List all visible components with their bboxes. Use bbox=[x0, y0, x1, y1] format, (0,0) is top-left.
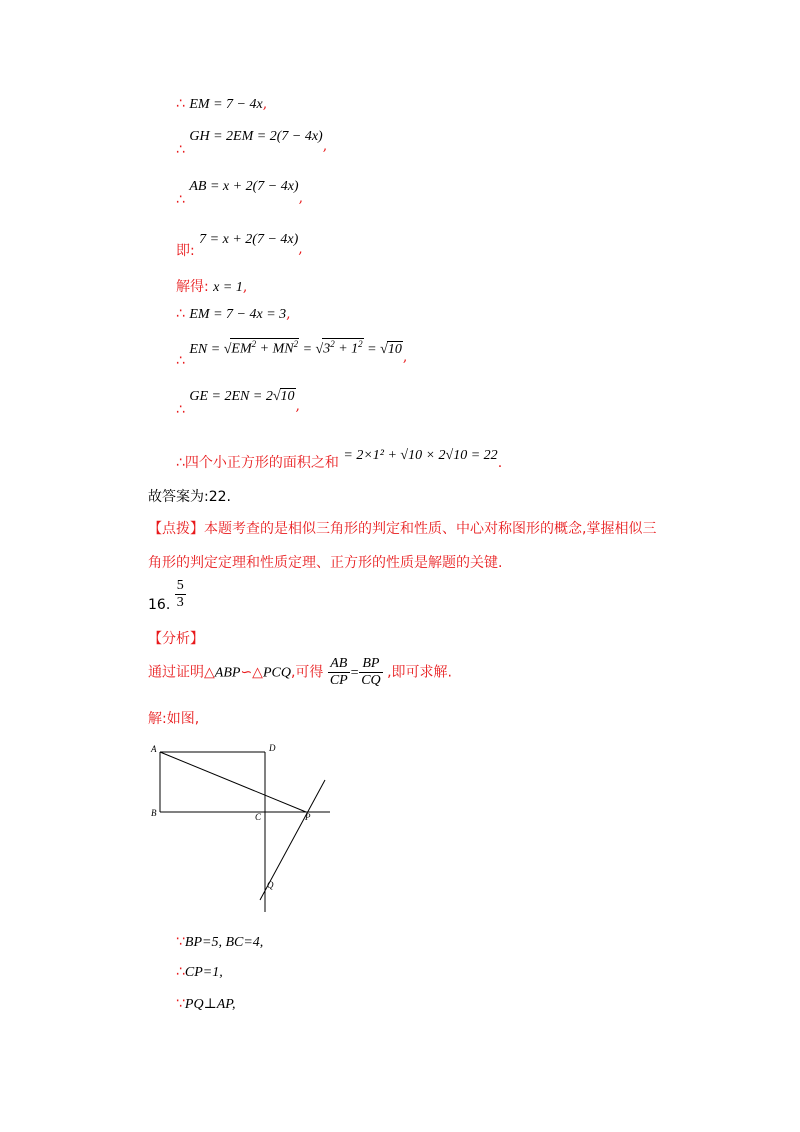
label-a: A bbox=[151, 744, 157, 754]
segment-ap bbox=[160, 752, 306, 812]
step-ab: ∴ AB = x + 2(7 − 4x), bbox=[176, 179, 304, 208]
step-en: ∴ EN = $√EM^2 + MN^2 = √3^2 + 1^2 = √10$, bbox=[176, 339, 408, 369]
step-em: ∴ EM = 7 − 4x, bbox=[176, 96, 268, 112]
area-sum-label: ∴四个小正方形的面积之和 bbox=[176, 455, 339, 471]
question-number: 16. bbox=[148, 596, 171, 613]
given-cp: ∴CP=1, bbox=[176, 964, 223, 980]
step-gh: ∴ GH = 2EM = 2(7 − 4x), bbox=[176, 129, 328, 158]
therefore-symbol: ∴ bbox=[176, 142, 185, 158]
ratio-bp-cq: $\frac{BP}{CQ}$ bbox=[361, 656, 381, 688]
jiede-label: 解得: bbox=[176, 279, 209, 295]
given-bp-bc: ∵BP=5, BC=4, bbox=[176, 934, 264, 950]
analysis-text: 通过证明△ABP∽△PCQ,可得 $\frac{AB}{CP}$ = $\frac{BP}{CQ}$ ,即可求解. bbox=[148, 656, 452, 688]
label-c: C bbox=[255, 812, 262, 822]
equation: = 2×1² + √10 × 2√10 = 22 bbox=[343, 448, 498, 463]
label-q: Q bbox=[267, 880, 274, 890]
label-b: B bbox=[151, 808, 157, 818]
equation: GE = 2EN = 2√10 bbox=[189, 389, 295, 404]
equation: EN = $√EM^2 + MN^2 = √3^2 + 1^2 = √10$ bbox=[189, 339, 402, 357]
analysis-label: 【分析】 bbox=[148, 631, 204, 647]
solution-label: 解:如图, bbox=[148, 711, 200, 727]
equation: EM = 7 − 4x = 3 bbox=[189, 307, 287, 322]
given-pq-perp-ap: ∵PQ⊥AP, bbox=[176, 996, 236, 1012]
therefore-symbol: ∴ bbox=[176, 352, 185, 369]
comment-line-1: 【点拨】本题考查的是相似三角形的判定和性质、中心对称图形的概念,掌握相似三 bbox=[148, 521, 657, 537]
equation: EM = 7 − 4x bbox=[189, 97, 263, 112]
step-ge: ∴ GE = 2EN = 2√10, bbox=[176, 389, 300, 418]
comment-line-2: 角形的判定定理和性质定理、正方形的性质是解题的关键. bbox=[148, 555, 503, 571]
label-d: D bbox=[269, 743, 276, 753]
equation: GH = 2EM = 2(7 − 4x) bbox=[189, 129, 323, 144]
equation: AB = x + 2(7 − 4x) bbox=[189, 179, 299, 194]
answer-line: 故答案为:22. bbox=[148, 489, 231, 505]
answer-fraction: $\frac{5}{3}$ bbox=[176, 578, 184, 610]
equation: 7 = x + 2(7 − 4x) bbox=[199, 232, 299, 247]
equation: x = 1 bbox=[213, 280, 243, 295]
therefore-symbol: ∴ bbox=[176, 192, 185, 208]
label-p: P bbox=[305, 812, 311, 822]
therefore-symbol: ∴ bbox=[176, 306, 185, 322]
step-ji: 即: 7 = x + 2(7 − 4x), bbox=[176, 232, 303, 259]
step-solve: 解得: x = 1, bbox=[176, 279, 248, 295]
ji-label: 即: bbox=[176, 243, 195, 259]
question-16 bbox=[148, 578, 186, 611]
step-em-value: ∴ EM = 7 − 4x = 3, bbox=[176, 306, 291, 322]
therefore-symbol: ∴ bbox=[176, 96, 185, 112]
step-area-sum: ∴四个小正方形的面积之和 = 2×1² + √10 × 2√10 = 22. bbox=[176, 448, 503, 471]
ratio-ab-cp: $\frac{AB}{CP}$ bbox=[329, 656, 348, 688]
therefore-symbol: ∴ bbox=[176, 402, 185, 418]
geometry-diagram bbox=[140, 736, 340, 916]
